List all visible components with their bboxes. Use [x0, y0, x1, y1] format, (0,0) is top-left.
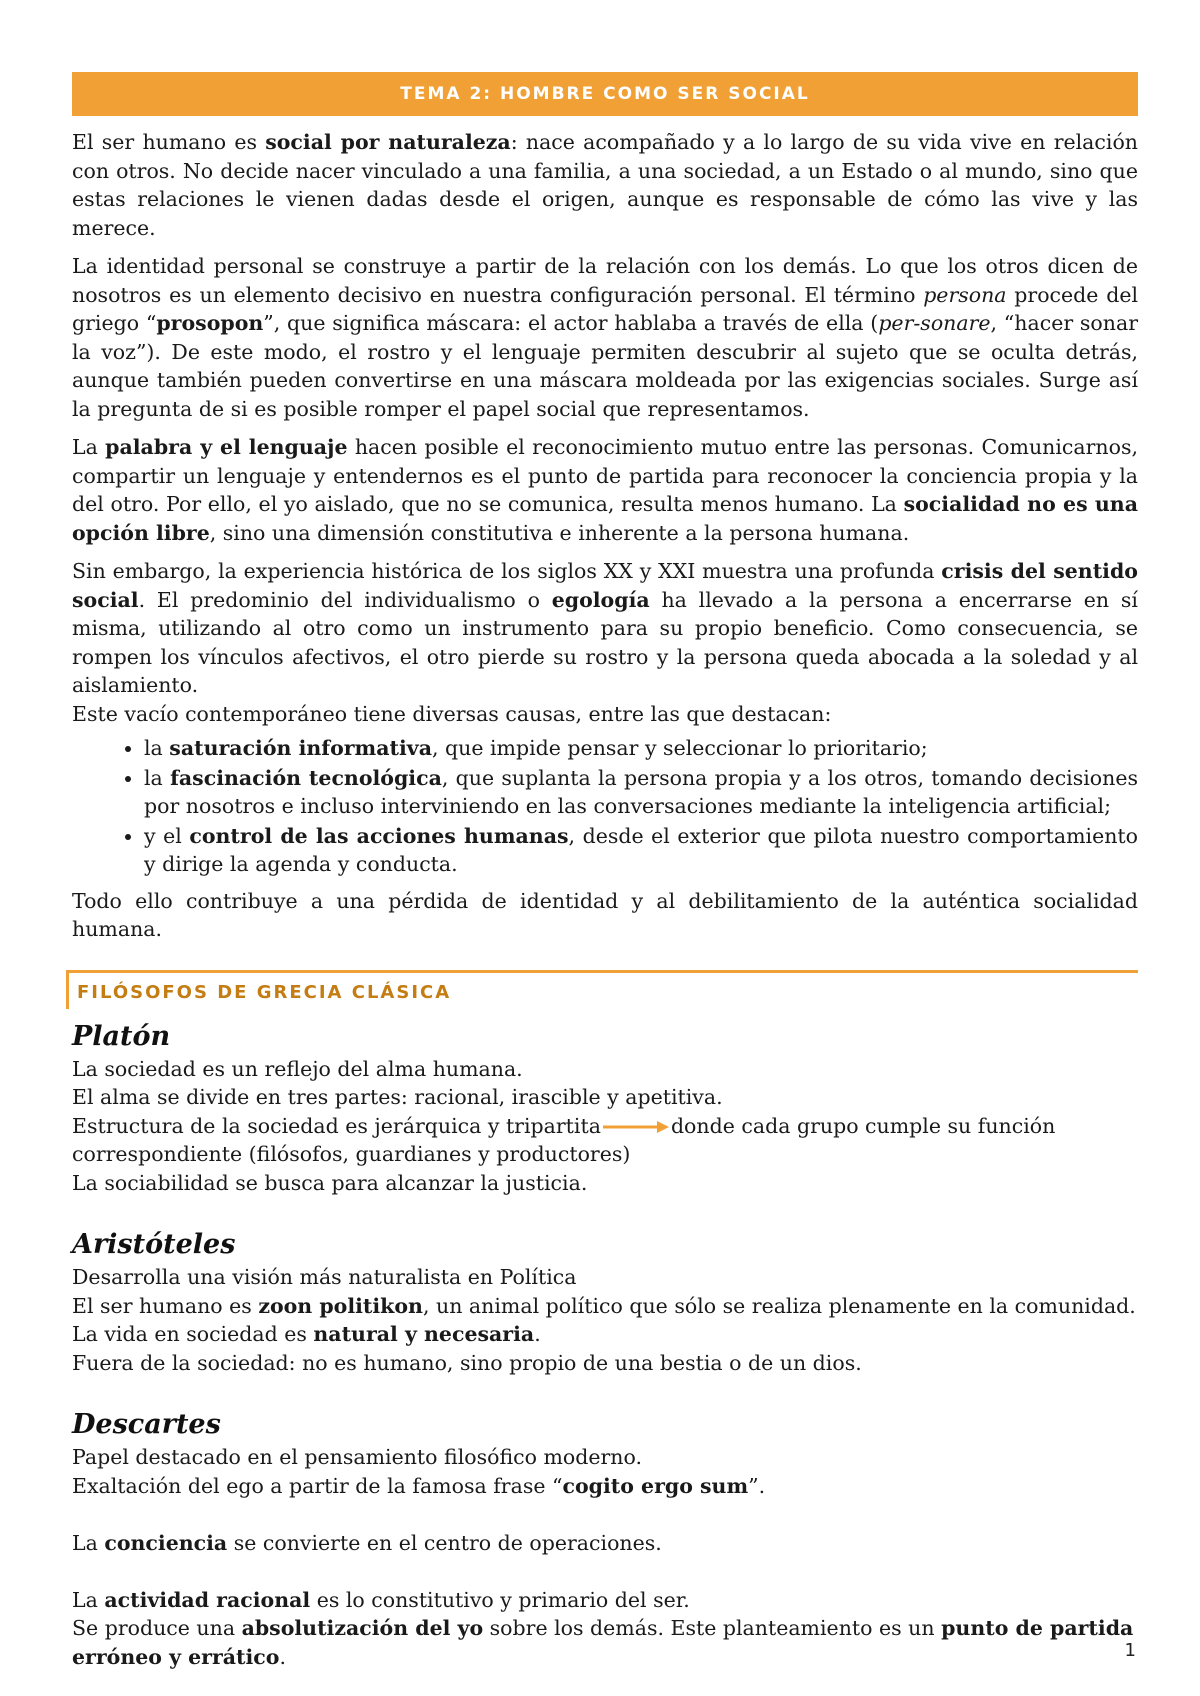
bold-term: socialidad no es una opción libre: [72, 492, 1138, 545]
intro-paragraph-1: El ser humano es social por naturaleza: nace acompañado y a lo largo de su vida vive en relación con otros. No decide nacer vinculado a una familia, a una sociedad, a un Estado o al mundo, sino que estas relaciones le vienen dadas desde el origen, aunque es responsable de cómo las vive y las merece.: [72, 130, 1138, 240]
list-item: • la saturación informativa, que impide pensar y seleccionar lo prioritario;: [144, 734, 1138, 763]
list-item: • la fascinación tecnológica, que suplanta la persona propia y a los otros, tomando decisiones por nosotros e incluso interviniendo en las conversaciones mediante la inteligencia artificial;: [144, 764, 1138, 821]
page-content: [72, 72, 1138, 1671]
topic-banner: TEMA 2: HOMBRE COMO SER SOCIAL: [72, 72, 1138, 116]
descartes-notes: Papel destacado en el pensamiento filosófico moderno. Exaltación del ego a partir de la famosa frase “cogito ergo sum”. La conciencia se convierte en el centro de operaciones. La actividad racional es lo constitutivo y primario del ser. Se produce una absolutización del yo sobre los demás. Este planteamiento es un punto de partida erróneo y errático.: [72, 1445, 1134, 1669]
italic-term: persona: [923, 282, 1007, 307]
author-heading-descartes: Descartes: [72, 1409, 221, 1440]
intro-paragraph-5: Este vacío contemporáneo tiene diversas causas, entre las que destacan:: [72, 701, 832, 726]
causes-list: [72, 734, 1138, 879]
list-item: • y el control de las acciones humanas, desde el exterior que pilota nuestro comportamiento y dirige la agenda y conducta.: [144, 822, 1138, 879]
italic-term: per-sonare: [878, 311, 991, 335]
arrow-right-icon: [601, 1119, 671, 1135]
bold-term: egología: [551, 587, 650, 612]
bold-term: social por naturaleza: [265, 130, 511, 154]
bold-term: palabra y el lenguaje: [105, 435, 348, 459]
intro-paragraph-3: La palabra y el lenguaje hacen posible el reconocimiento mutuo entre las personas. Comunicarnos, compartir un lenguaje y entendernos es el punto de partida para reconocer la conciencia propia y la del otro. Por ello, el yo aislado, que no se comunica, resulta menos humano. La socialidad no es una opción libre, sino una dimensión constitutiva e inherente a la persona humana.: [72, 435, 1138, 545]
platon-notes: La sociedad es un reflejo del alma humana. El alma se divide en tres partes: racional, irascible y apetitiva. Estructura de la sociedad es jerárquica y tripartita donde cada grupo cumple su función correspondiente (filósofos, guardianes y productores) La sociabilidad se busca para alcanzar la justicia.: [72, 1056, 1056, 1195]
intro-paragraph-2: La identidad personal se construye a partir de la relación con los demás. Lo que los otros dicen de nosotros es un elemento decisivo en nuestra configuración personal. El término persona procede del griego “prosopon”, que significa máscara: el actor hablaba a través de ella (per-sonare, “hacer sonar la voz”). De este modo, el rostro y el lenguaje permiten descubrir al sujeto que se oculta detrás, aunque también pueden convertirse en una máscara moldeada por las exigencias sociales. Surge así la pregunta de si es posible romper el papel social que representamos.: [72, 254, 1139, 421]
author-heading-aristoteles: Aristóteles: [72, 1229, 236, 1260]
intro-paragraph-6: Todo ello contribuye a una pérdida de identidad y al debilitamiento de la auténtica socialidad humana.: [72, 888, 1138, 941]
page-number: 1: [1124, 1640, 1136, 1661]
aristoteles-notes: Desarrolla una visión más naturalista en Política El ser humano es zoon politikon, un animal político que sólo se realiza plenamente en la comunidad. La vida en sociedad es natural y necesaria. Fuera de la sociedad: no es humano, sino propio de una bestia o de un dios.: [72, 1265, 1136, 1375]
author-heading-platon: Platón: [72, 1020, 171, 1052]
section-heading: FILÓSOFOS DE GRECIA CLÁSICA: [66, 970, 1138, 1009]
intro-paragraph-4: Sin embargo, la experiencia histórica de los siglos XX y XXI muestra una profunda crisis del sentido social. El predominio del individualismo o egología ha llevado a la persona a encerrarse en sí misma, utilizando al otro como un instrumento para su propio beneficio. Como consecuencia, se rompen los vínculos afectivos, el otro pierde su rostro y la persona queda abocada a la soledad y al aislamiento.: [72, 559, 1138, 697]
bold-term: prosopon: [156, 311, 264, 335]
bold-term: crisis del sentido social: [72, 559, 1138, 612]
